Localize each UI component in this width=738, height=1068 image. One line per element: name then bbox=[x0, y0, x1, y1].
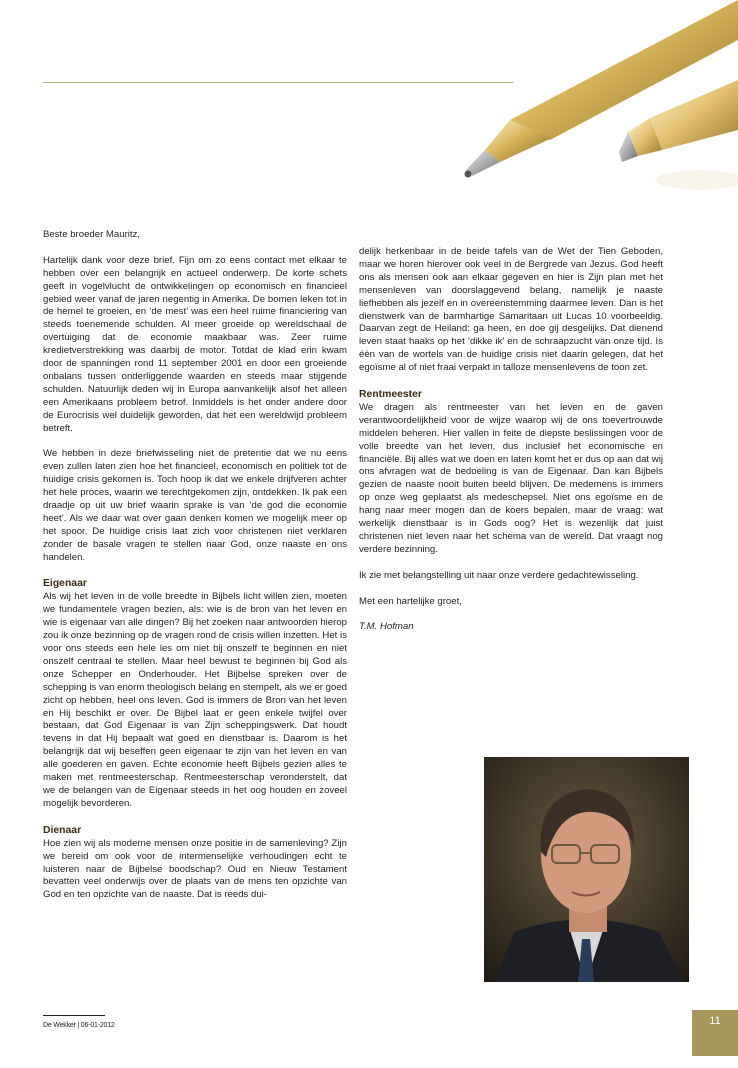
section-heading-dienaar: Dienaar bbox=[43, 824, 82, 836]
closing: Met een hartelijke groet, bbox=[359, 595, 462, 607]
signature: T.M. Hofman bbox=[359, 621, 414, 633]
paragraph: We hebben in deze briefwisseling niet de pretentie dat we nu eens even zullen laten zien hoe het financieel, economisch en politiek tot de huidige crisis gekomen is. Toch hoop ik dat we enkele drijfveren achter het hele proces, waarin we terechtgekomen zijn, ontdekken. Ik pak een draadje op uit uw brief waarin sprake is van ‘de god die economie heet’. Als we daar wat over gaan denken komen we mogelijk meer op het spoor. De huidige crisis laat zich voor christenen niet verklaren zonder de basale vragen te stellen naar God, onze naaste en ons handelen. bbox=[43, 448, 347, 563]
footer-rule bbox=[43, 1015, 105, 1016]
fountain-pens-illustration bbox=[400, 0, 738, 200]
footer-source: De Wekker | 06-01-2012 bbox=[43, 1022, 115, 1029]
article-left-column bbox=[43, 229, 347, 902]
paragraph: Hartelijk dank voor deze brief. Fijn om zo eens contact met elkaar te hebben over een belangrijk en actueel onderwerp. De korte schets geeft in vogelvlucht de ontwikkelingen op economisch en financieel gebied weer vanaf de jaren negentig in Amerika. De bomen leken tot in de hemel te groeien, en ‘de mest’ was een heel ruime financiering van steeds toenemende schulden. Al meer groeide op wereldschaal de overtuiging dat de economie maakbaar was. Zeer ruime kredietverstrekking was daarbij de motor. Totdat de klad erin kwam door de spanningen rond 11 september 2001 en door een groeiende onbalans tussen onderliggende waarden en steeds maar stijgende schulden. Natuurlijk deden wij in Europa aanvankelijk alsof het alleen een Amerikaans probleem betrof. Inmiddels is het onder andere door de Eurocrisis wel duidelijk geworden, dat het een wereldwijd probleem betreft. bbox=[43, 254, 347, 434]
salutation: Beste broeder Mauritz, bbox=[43, 229, 141, 240]
article-right-column bbox=[359, 246, 663, 647]
page-number: 11 bbox=[709, 1015, 721, 1027]
paragraph: delijk herkenbaar in de beide tafels van de Wet der Tien Geboden, maar we horen hierover ook veel in de Bergrede van Jezus. God heeft ons als mensen ook aan elkaar gegeven en hier is Zijn plan met het mensenleven van doorslaggevend belang, namelijk je naaste liefhebben als jezelf en in overeenstemming daarmee leven. Dan is het dienstwerk van de barmhartige Samaritaan uit Lucas 10 voorbeeldig. Daarvan zegt de Heiland: ga heen, en doe gij desgelijks. Dat dienend leven staat haaks op het ‘dikke ik’ en de schraapzucht van onze tijd. Is één van de wortels van de huidige crisis niet daarin gelegen, dat het egoïsme al of niet fraai verpakt in talloze mensenlevens de toon zet. bbox=[359, 246, 663, 374]
paragraph: Ik zie met belangstelling uit naar onze verdere gedachtewisseling. bbox=[359, 569, 639, 581]
section-heading-eigenaar: Eigenaar bbox=[43, 578, 87, 590]
paragraph: We dragen als rentmeester van het leven en de gaven verantwoordelijkheid voor de wijze waarop wij de ons toevertrouwde middelen beheren. Hier vallen in feite de diepste beslissingen voor de volle breedte van het leven, dus inclusief het economische en financiële. Bij alles wat we doen en laten komt het er dus op aan dat wij ons afvragen wat de bedoeling is van de Eigenaar. Dan kan Bijbels gezien de naaste nooit buiten beeld blijven. De medemens is immers op onze weg geplaatst als medeschepsel. Niet ons egoïsme en de hang naar meer mogen dan de koers bepalen, maar de vraag: wat werkelijk dienstbaar is in Gods oog? Het is wezenlijk dat juist christenen niet leven naar het schema van de wereld. Dat vraagt nog verdere bezinning. bbox=[359, 401, 663, 555]
section-heading-rentmeester: Rentmeester bbox=[359, 388, 422, 400]
page-number-box bbox=[692, 1010, 738, 1056]
author-portrait bbox=[484, 757, 689, 982]
paragraph: Hoe zien wij als moderne mensen onze positie in de samenleving? Zijn we bereid om ook voor de intermenselijke verhoudingen echt te luisteren naar de Bijbelse boodschap? Oud en Nieuw Testament bevatten veel onderwijs over de plaats van de mens ten opzichte van God en ten opzichte van de naaste. Dat is reeds dui- bbox=[43, 837, 347, 901]
paragraph: Als wij het leven in de volle breedte in Bijbels licht willen zien, moeten we fundamentele vragen bezien, als: wie is de bron van het leven en wie is eigenaar van alle dingen? Bij het zoeken naar antwoorden hierop zou ik onze bezinning op de vragen rond de crisis willen inzetten. Het is voor ons steeds een hele les om niet bij onszelf te beginnen en niet onszelf centraal te stellen. Maar heel bewust te beginnen bij God als onze Schepper en Onderhouder. Het Bijbelse spreken over de schepping is van enorm theologisch belang en stempelt, als we er goed zicht op hebben, heel ons leven. God is immers de Bron van het leven en Hij beschikt er over. De Bijbel laat er geen enkele twijfel over bestaan, dat God Eigenaar is van Zijn scheppingswerk. Dat houdt tevens in dat Hij bepaalt wat goed en dienstbaar is. Daarom is het belangrijk dat wij beseffen geen eigenaar te zijn van het leven en van alle goederen en gaven. Echte economie heeft Bijbels gezien alles te maken met rentmeesterschap. Rentmeesterschap veronderstelt, dat we de belangen van de Eigenaar steeds in het oog houden en zoveel mogelijk bevorderen. bbox=[43, 591, 347, 809]
